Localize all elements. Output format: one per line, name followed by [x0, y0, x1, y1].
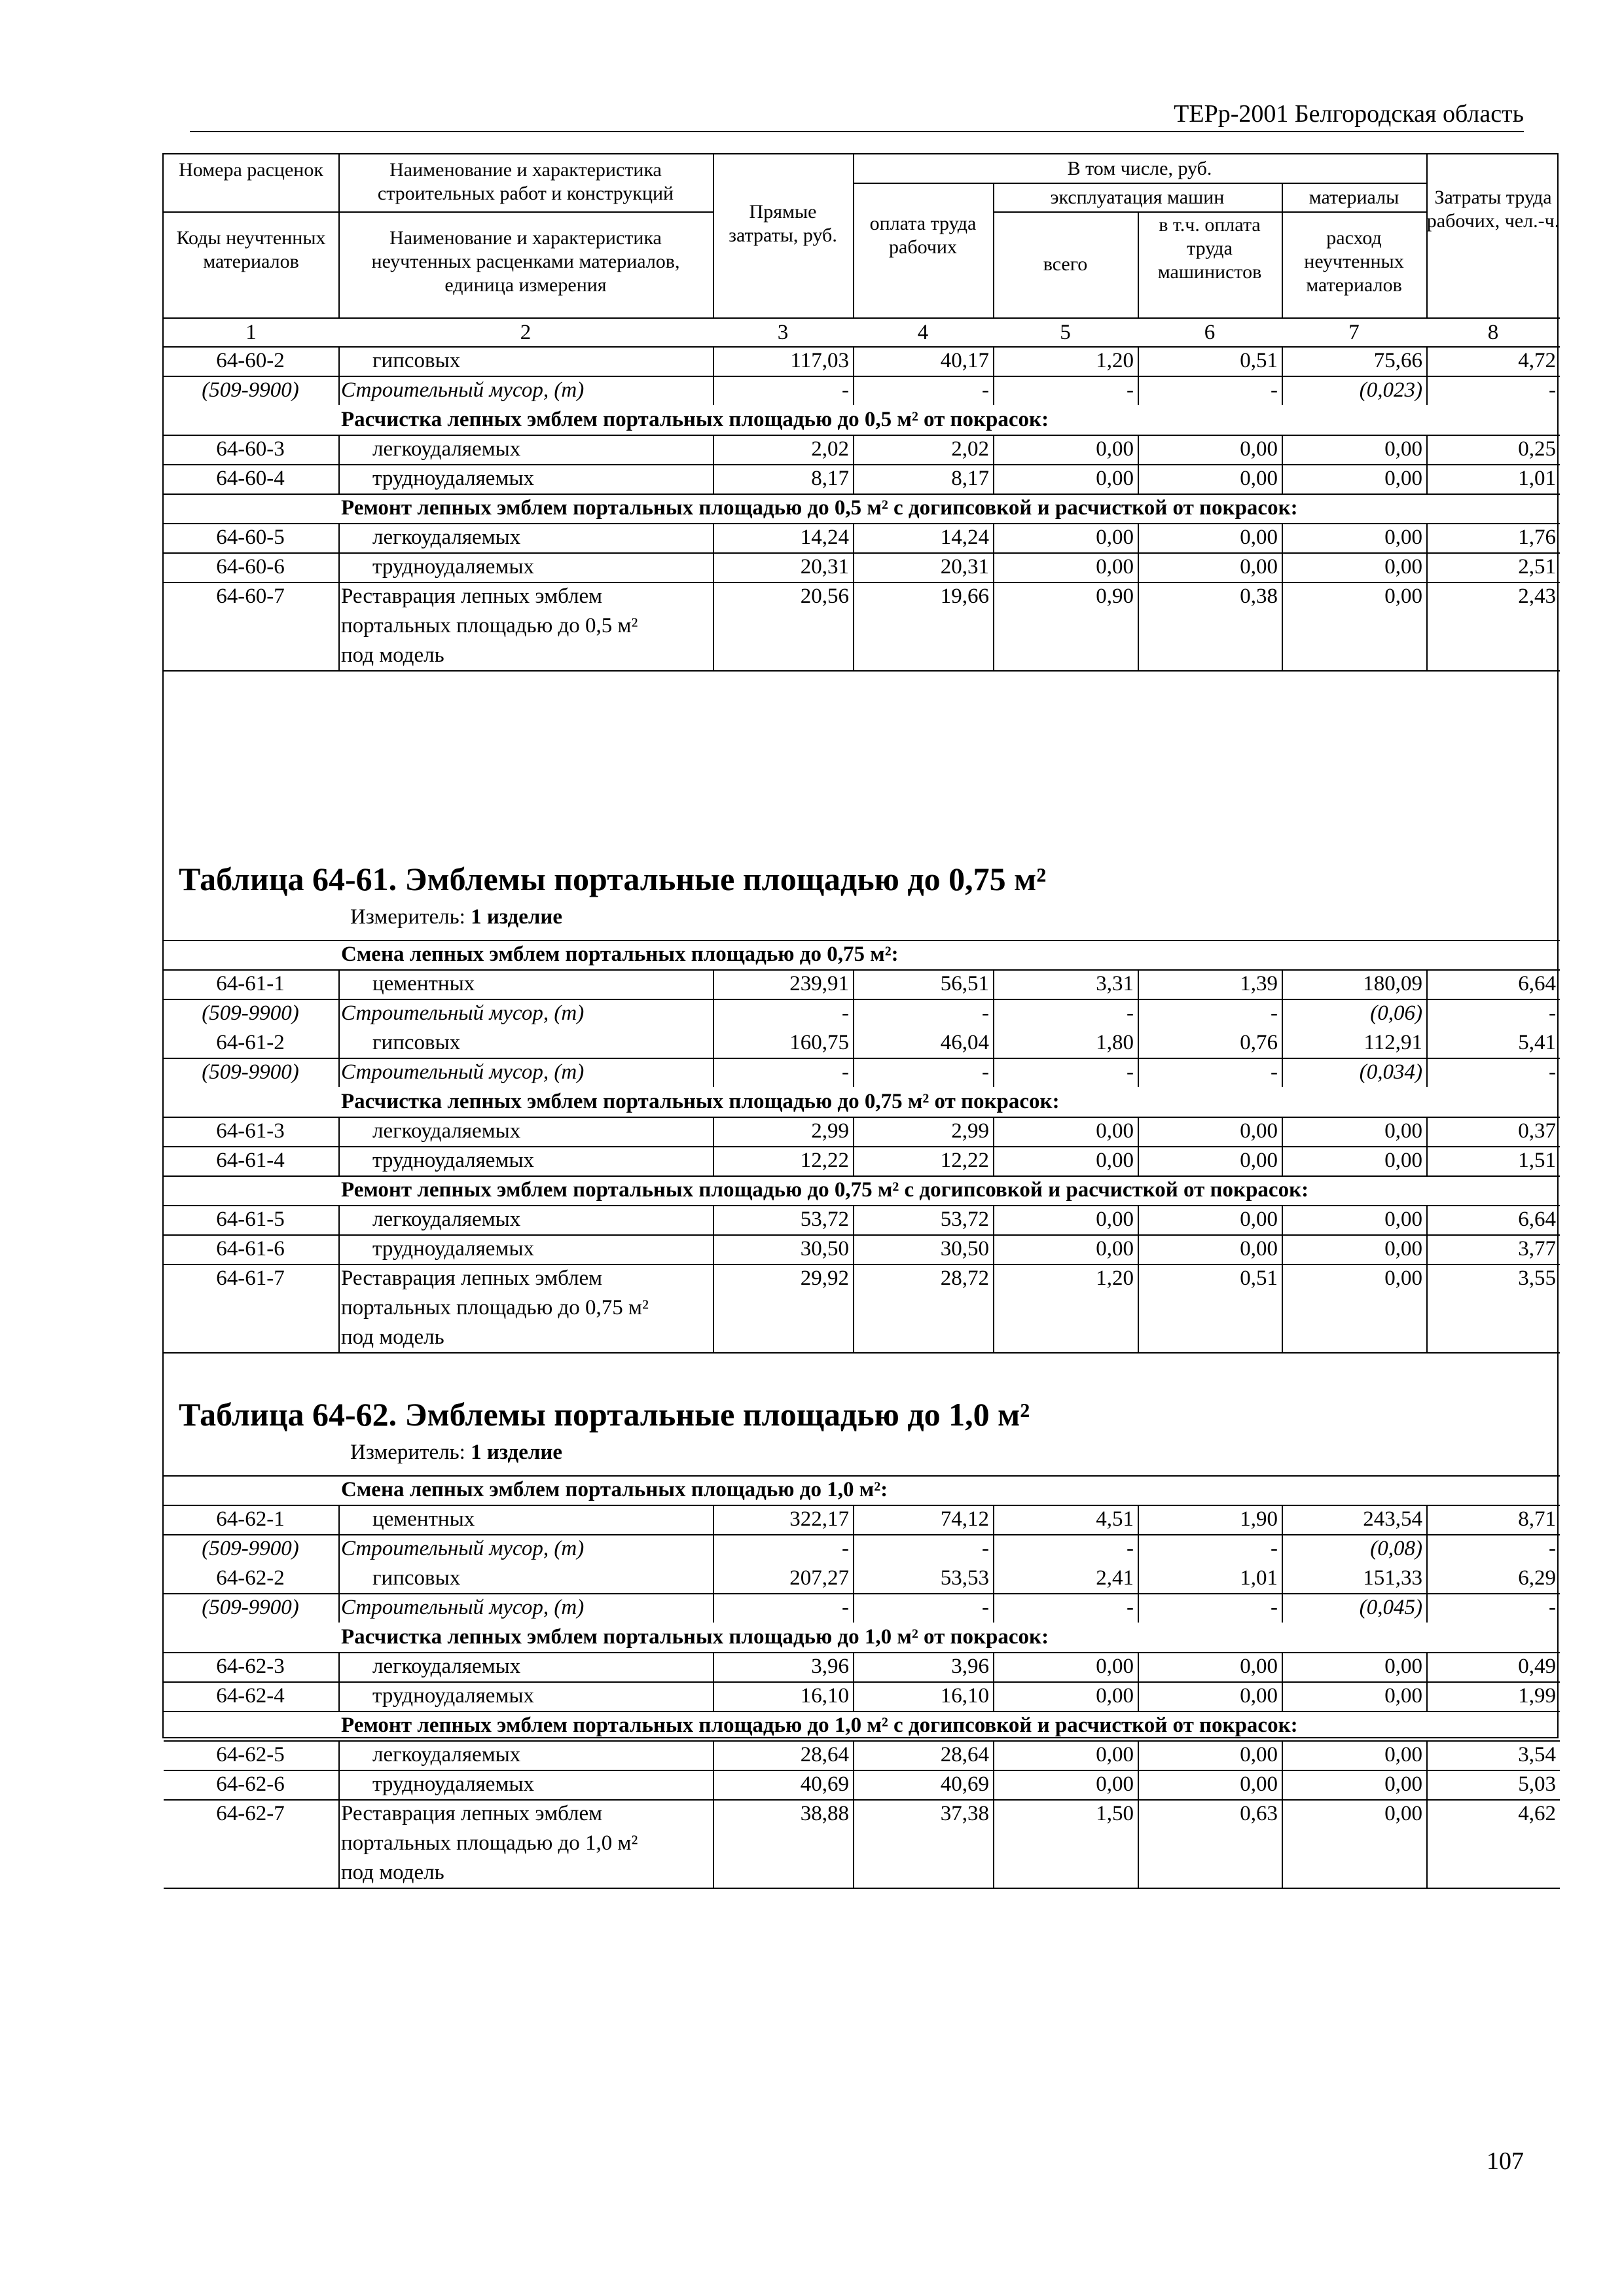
value-cell: 0,00	[1096, 1772, 1134, 1796]
value-cell: -	[1549, 1060, 1556, 1084]
value-cell: 1,50	[1096, 1802, 1134, 1825]
value-cell: 3,54	[1518, 1743, 1556, 1767]
value-cell: 0,00	[1240, 1655, 1278, 1678]
value-cell: 0,63	[1240, 1802, 1278, 1825]
table-64-61-measure: Измеритель: 1 изделие	[350, 905, 563, 929]
header-machines-total: всего	[1043, 253, 1088, 275]
value-cell: 16,10	[940, 1684, 989, 1708]
rate-code: 64-61-7	[216, 1266, 285, 1290]
value-cell: 3,55	[1518, 1266, 1556, 1290]
value-cell: 4,51	[1096, 1507, 1134, 1531]
section-heading: Расчистка лепных эмблем портальных площадью до 1,0 м² от покрасок:	[341, 1625, 1049, 1649]
rate-code: 64-60-7	[216, 584, 285, 608]
value-cell: 160,75	[789, 1031, 849, 1054]
value-cell: 40,17	[940, 349, 989, 372]
value-cell: 74,12	[940, 1507, 989, 1531]
header-rate-numbers: Номера расценок	[179, 159, 323, 181]
work-name: трудноудаляемых	[372, 1237, 535, 1261]
value-cell: -	[1127, 378, 1134, 402]
value-cell: 40,69	[800, 1772, 849, 1796]
work-description-line: под модель	[341, 1861, 444, 1884]
value-cell: 1,51	[1518, 1149, 1556, 1172]
section-heading: Ремонт лепных эмблем портальных площадью до 0,75 м² с догипсовкой и расчисткой от покрасок:	[341, 1178, 1309, 1202]
value-cell: 30,50	[940, 1237, 989, 1261]
value-cell: 0,49	[1518, 1655, 1556, 1678]
page-number: 107	[1487, 2147, 1524, 2175]
section-heading: Смена лепных эмблем портальных площадью до 0,75 м²:	[341, 942, 899, 966]
value-cell: -	[1127, 1596, 1134, 1619]
value-cell: 0,00	[1096, 1743, 1134, 1767]
value-cell: 20,56	[800, 584, 849, 608]
rate-code: 64-62-6	[216, 1772, 285, 1796]
value-cell: 2,02	[951, 437, 989, 461]
value-cell: -	[1549, 1596, 1556, 1619]
work-name: гипсовых	[372, 1031, 461, 1054]
work-name: цементных	[372, 972, 475, 996]
header-labor-wages: оплата труда рабочих	[869, 213, 977, 258]
rate-code: 64-61-6	[216, 1237, 285, 1261]
table-64-61-title: Таблица 64-61. Эмблемы портальные площадью до 0,75 м²	[179, 861, 1047, 897]
value-cell: -	[1271, 1001, 1278, 1025]
value-cell: 12,22	[940, 1149, 989, 1172]
rate-code: 64-62-2	[216, 1566, 285, 1590]
material-name: Строительный мусор, (т)	[341, 1596, 585, 1619]
value-cell: 4,62	[1518, 1802, 1556, 1825]
column-number: 2	[520, 321, 532, 344]
rate-code: 64-62-7	[216, 1802, 285, 1825]
value-cell: 0,00	[1096, 1684, 1134, 1708]
value-cell: 2,43	[1518, 584, 1556, 608]
value-cell: 53,72	[800, 1208, 849, 1231]
rate-code: 64-61-4	[216, 1149, 285, 1172]
value-cell: 20,31	[940, 555, 989, 579]
value-cell: 0,00	[1240, 526, 1278, 549]
table-64-62-measure: Измеритель: 1 изделие	[350, 1441, 563, 1464]
page-header: ТЕРр-2001 Белгородская область	[190, 97, 1524, 132]
column-number: 5	[1060, 321, 1071, 344]
value-cell: (0,06)	[1370, 1001, 1422, 1025]
material-code: (509-9900)	[202, 378, 299, 402]
value-cell: 3,31	[1096, 972, 1134, 996]
value-cell: 0,00	[1240, 1237, 1278, 1261]
header-including: В том числе, руб.	[1067, 158, 1212, 179]
header-machines: эксплуатация машин	[1050, 187, 1225, 208]
rate-code: 64-61-5	[216, 1208, 285, 1231]
rate-code: 64-60-4	[216, 467, 285, 490]
work-name: гипсовых	[372, 1566, 461, 1590]
value-cell: 1,01	[1240, 1566, 1278, 1590]
value-cell: 207,27	[789, 1566, 849, 1590]
value-cell: -	[982, 1596, 989, 1619]
value-cell: -	[1549, 1537, 1556, 1560]
rate-code: 64-62-1	[216, 1507, 285, 1531]
value-cell: 5,03	[1518, 1772, 1556, 1796]
value-cell: 0,38	[1240, 584, 1278, 608]
work-description-line: под модель	[341, 643, 444, 667]
value-cell: 14,24	[940, 526, 989, 549]
section-heading: Расчистка лепных эмблем портальных площадью до 0,75 м² от покрасок:	[341, 1090, 1060, 1113]
work-name: трудноудаляемых	[372, 1149, 535, 1172]
header-unaccounted-materials: расход неучтенных материалов	[1304, 227, 1404, 296]
value-cell: 322,17	[789, 1507, 849, 1531]
work-name: легкоудаляемых	[372, 526, 521, 549]
value-cell: 2,99	[951, 1119, 989, 1143]
rate-code: 64-62-5	[216, 1743, 285, 1767]
value-cell: -	[1271, 1596, 1278, 1619]
value-cell: -	[1127, 1060, 1134, 1084]
value-cell: 16,10	[800, 1684, 849, 1708]
value-cell: 0,00	[1384, 526, 1422, 549]
rate-code: 64-60-3	[216, 437, 285, 461]
value-cell: 0,00	[1384, 1743, 1422, 1767]
value-cell: 1,20	[1096, 349, 1134, 372]
work-description-line: Реставрация лепных эмблем	[341, 1266, 603, 1290]
table-64-62-title: Таблица 64-62. Эмблемы портальные площадью до 1,0 м²	[179, 1396, 1030, 1433]
value-cell: 29,92	[800, 1266, 849, 1290]
value-cell: 1,99	[1518, 1684, 1556, 1708]
material-code: (509-9900)	[202, 1001, 299, 1025]
value-cell: 75,66	[1373, 349, 1422, 372]
value-cell: 30,50	[800, 1237, 849, 1261]
rate-code: 64-62-4	[216, 1684, 285, 1708]
value-cell: 239,91	[789, 972, 849, 996]
work-description-line: под модель	[341, 1325, 444, 1349]
value-cell: 12,22	[800, 1149, 849, 1172]
material-code: (509-9900)	[202, 1537, 299, 1560]
value-cell: 38,88	[800, 1802, 849, 1825]
value-cell: 0,00	[1240, 555, 1278, 579]
material-name: Строительный мусор, (т)	[341, 378, 585, 402]
header-materials: материалы	[1308, 187, 1399, 208]
value-cell: -	[842, 1001, 849, 1025]
value-cell: 0,76	[1240, 1031, 1278, 1054]
value-cell: -	[1271, 1537, 1278, 1560]
header-material-codes: Коды неучтенных материалов	[176, 227, 326, 272]
value-cell: -	[982, 1537, 989, 1560]
rate-code: 64-61-1	[216, 972, 285, 996]
work-name: легкоудаляемых	[372, 437, 521, 461]
value-cell: -	[1271, 378, 1278, 402]
value-cell: 6,64	[1518, 972, 1556, 996]
value-cell: 0,00	[1096, 555, 1134, 579]
value-cell: 112,91	[1363, 1031, 1422, 1054]
work-name: трудноудаляемых	[372, 555, 535, 579]
work-name: трудноудаляемых	[372, 467, 535, 490]
value-cell: 28,72	[940, 1266, 989, 1290]
value-cell: 8,17	[951, 467, 989, 490]
value-cell: 3,96	[951, 1655, 989, 1678]
value-cell: 0,00	[1240, 1772, 1278, 1796]
value-cell: 0,00	[1240, 467, 1278, 490]
value-cell: -	[842, 378, 849, 402]
value-cell: 0,00	[1384, 555, 1422, 579]
section-heading: Расчистка лепных эмблем портальных площадью до 0,5 м² от покрасок:	[341, 408, 1049, 431]
header-material-name: Наименование и характеристика неучтенных расценками материалов, единица измерения	[371, 227, 680, 296]
value-cell: 2,99	[811, 1119, 849, 1143]
value-cell: 0,00	[1096, 526, 1134, 549]
value-cell: -	[842, 1537, 849, 1560]
material-code: (509-9900)	[202, 1596, 299, 1619]
value-cell: 117,03	[790, 349, 849, 372]
value-cell: 0,00	[1096, 1237, 1134, 1261]
value-cell: 40,69	[940, 1772, 989, 1796]
value-cell: 6,64	[1518, 1208, 1556, 1231]
value-cell: 0,00	[1096, 437, 1134, 461]
value-cell: 180,09	[1363, 972, 1422, 996]
header-operator-wages: в т.ч. оплата труда машинистов	[1157, 214, 1262, 283]
section-heading: Ремонт лепных эмблем портальных площадью до 1,0 м² с догипсовкой и расчисткой от покрасок:	[341, 1713, 1298, 1737]
value-cell: 0,00	[1240, 1149, 1278, 1172]
column-number: 8	[1487, 321, 1499, 344]
work-description-line: Реставрация лепных эмблем	[341, 584, 603, 608]
value-cell: 3,77	[1518, 1237, 1556, 1261]
value-cell: 0,90	[1096, 584, 1134, 608]
work-name: легкоудаляемых	[372, 1208, 521, 1231]
value-cell: 0,00	[1384, 1237, 1422, 1261]
value-cell: 0,00	[1096, 1149, 1134, 1172]
rates-table	[162, 153, 1560, 1884]
value-cell: 0,00	[1096, 1119, 1134, 1143]
value-cell: 0,25	[1518, 437, 1556, 461]
value-cell: 0,00	[1384, 1149, 1422, 1172]
section-heading: Смена лепных эмблем портальных площадью до 1,0 м²:	[341, 1478, 888, 1501]
value-cell: -	[1549, 1001, 1556, 1025]
header-work-name: Наименование и характеристика строительных работ и конструкций	[377, 159, 674, 204]
value-cell: 1,90	[1240, 1507, 1278, 1531]
value-cell: 19,66	[940, 584, 989, 608]
value-cell: 2,51	[1518, 555, 1556, 579]
header-labor-cost: Затраты труда рабочих, чел.-ч.	[1426, 187, 1560, 232]
value-cell: 53,72	[940, 1208, 989, 1231]
value-cell: 53,53	[940, 1566, 989, 1590]
value-cell: 0,00	[1384, 1684, 1422, 1708]
value-cell: 0,00	[1240, 1208, 1278, 1231]
value-cell: 0,00	[1096, 1208, 1134, 1231]
work-description-line: портальных площадью до 1,0 м²	[341, 1831, 638, 1855]
value-cell: (0,08)	[1370, 1537, 1422, 1560]
value-cell: 0,00	[1096, 1655, 1134, 1678]
value-cell: 0,00	[1240, 1119, 1278, 1143]
work-name: цементных	[372, 1507, 475, 1531]
material-name: Строительный мусор, (т)	[341, 1537, 585, 1560]
column-number: 3	[777, 321, 789, 344]
rate-code: 64-61-2	[216, 1031, 285, 1054]
value-cell: -	[1271, 1060, 1278, 1084]
value-cell: 0,00	[1384, 1266, 1422, 1290]
value-cell: 0,00	[1384, 1119, 1422, 1143]
value-cell: 0,51	[1240, 349, 1278, 372]
value-cell: 0,00	[1384, 467, 1422, 490]
value-cell: 1,80	[1096, 1031, 1134, 1054]
value-cell: 1,39	[1240, 972, 1278, 996]
column-number: 6	[1204, 321, 1216, 344]
value-cell: (0,023)	[1359, 378, 1422, 402]
work-name: легкоудаляемых	[372, 1655, 521, 1678]
value-cell: 0,00	[1384, 1772, 1422, 1796]
work-description-line: Реставрация лепных эмблем	[341, 1802, 603, 1825]
value-cell: (0,034)	[1359, 1060, 1422, 1084]
column-number: 7	[1348, 321, 1360, 344]
value-cell: -	[1549, 378, 1556, 402]
value-cell: 20,31	[800, 555, 849, 579]
value-cell: -	[982, 1001, 989, 1025]
value-cell: 0,00	[1384, 1208, 1422, 1231]
value-cell: 8,17	[811, 467, 849, 490]
value-cell: 2,41	[1096, 1566, 1134, 1590]
value-cell: 14,24	[800, 526, 849, 549]
section-heading: Ремонт лепных эмблем портальных площадью до 0,5 м² с догипсовкой и расчисткой от покрасок:	[341, 496, 1298, 520]
work-name: трудноудаляемых	[372, 1684, 535, 1708]
value-cell: 3,96	[811, 1655, 849, 1678]
value-cell: 46,04	[940, 1031, 989, 1054]
value-cell: 0,00	[1384, 1802, 1422, 1825]
value-cell: 0,00	[1240, 437, 1278, 461]
value-cell: 5,41	[1518, 1031, 1556, 1054]
value-cell: 0,00	[1096, 467, 1134, 490]
work-name: легкоудаляемых	[372, 1119, 521, 1143]
value-cell: -	[1127, 1001, 1134, 1025]
rate-code: 64-60-6	[216, 555, 285, 579]
value-cell: -	[982, 378, 989, 402]
value-cell: -	[1127, 1537, 1134, 1560]
value-cell: -	[842, 1596, 849, 1619]
material-name: Строительный мусор, (т)	[341, 1060, 585, 1084]
value-cell: 8,71	[1518, 1507, 1556, 1531]
value-cell: -	[842, 1060, 849, 1084]
rate-code: 64-60-5	[216, 526, 285, 549]
material-code: (509-9900)	[202, 1060, 299, 1084]
work-description-line: портальных площадью до 0,5 м²	[341, 614, 638, 637]
value-cell: 0,00	[1384, 584, 1422, 608]
value-cell: 1,20	[1096, 1266, 1134, 1290]
value-cell: 0,51	[1240, 1266, 1278, 1290]
column-number: 4	[917, 321, 929, 344]
rate-code: 64-61-3	[216, 1119, 285, 1143]
value-cell: -	[982, 1060, 989, 1084]
header-direct-costs: Прямые затраты, руб.	[729, 201, 837, 246]
value-cell: 1,01	[1518, 467, 1556, 490]
value-cell: 243,54	[1363, 1507, 1422, 1531]
value-cell: 6,29	[1518, 1566, 1556, 1590]
column-number: 1	[245, 321, 257, 344]
work-name: трудноудаляемых	[372, 1772, 535, 1796]
value-cell: 56,51	[940, 972, 989, 996]
rate-code: 64-62-3	[216, 1655, 285, 1678]
rate-code: 64-60-2	[216, 349, 285, 372]
work-name: легкоудаляемых	[372, 1743, 521, 1767]
value-cell: 1,76	[1518, 526, 1556, 549]
value-cell: 37,38	[940, 1802, 989, 1825]
value-cell: 0,00	[1240, 1743, 1278, 1767]
work-name: гипсовых	[372, 349, 461, 372]
value-cell: 0,00	[1384, 437, 1422, 461]
value-cell: 2,02	[811, 437, 849, 461]
value-cell: 0,00	[1384, 1655, 1422, 1678]
value-cell: 28,64	[940, 1743, 989, 1767]
value-cell: 151,33	[1363, 1566, 1422, 1590]
value-cell: 0,37	[1518, 1119, 1556, 1143]
value-cell: 0,00	[1240, 1684, 1278, 1708]
work-description-line: портальных площадью до 0,75 м²	[341, 1296, 649, 1319]
material-name: Строительный мусор, (т)	[341, 1001, 585, 1025]
value-cell: (0,045)	[1359, 1596, 1422, 1619]
value-cell: 28,64	[800, 1743, 849, 1767]
value-cell: 4,72	[1518, 349, 1556, 372]
